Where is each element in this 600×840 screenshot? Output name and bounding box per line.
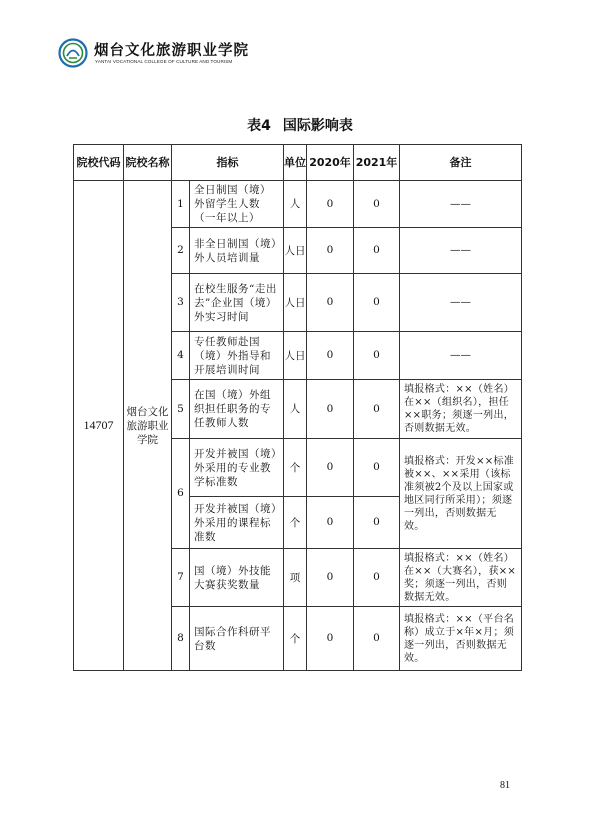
value-2020-cell: 0 bbox=[307, 274, 354, 332]
value-2021-cell: 0 bbox=[354, 181, 400, 228]
value-2021-cell: 0 bbox=[354, 497, 400, 549]
note-cell: 填报格式：开发××标准被××、××采用（该标准须被2个及以上国家或地区同行所采用）；须逐一列出，否则数据无效。 bbox=[400, 439, 522, 549]
unit-cell: 人 bbox=[284, 380, 307, 439]
value-2021-cell: 0 bbox=[354, 228, 400, 274]
note-cell: —— bbox=[400, 228, 522, 274]
header-note: 备注 bbox=[400, 145, 522, 181]
value-2020-cell: 0 bbox=[307, 181, 354, 228]
table-title-text: 国际影响表 bbox=[282, 118, 353, 134]
value-2020-cell: 0 bbox=[307, 497, 354, 549]
value-2020-cell: 0 bbox=[307, 549, 354, 607]
unit-cell: 个 bbox=[284, 497, 307, 549]
school-name-cell: 烟台文化旅游职业学院 bbox=[124, 181, 172, 671]
value-2021-cell: 0 bbox=[354, 274, 400, 332]
header-school-name: 院校名称 bbox=[124, 145, 172, 181]
college-name-cn: 烟台文化旅游职业学院 bbox=[94, 42, 249, 59]
row-number: 3 bbox=[172, 274, 190, 332]
row-number: 7 bbox=[172, 549, 190, 607]
indicator-cell: 国（境）外技能大赛获奖数量 bbox=[190, 549, 284, 607]
indicator-cell: 国际合作科研平台数 bbox=[190, 607, 284, 671]
value-2020-cell: 0 bbox=[307, 439, 354, 497]
value-2021-cell: 0 bbox=[354, 607, 400, 671]
table-header-row bbox=[74, 145, 522, 181]
header-unit: 单位 bbox=[284, 145, 307, 181]
page-number: 81 bbox=[500, 780, 510, 791]
value-2020-cell: 0 bbox=[307, 228, 354, 274]
unit-cell: 人日 bbox=[284, 274, 307, 332]
unit-cell: 项 bbox=[284, 549, 307, 607]
college-logo-icon bbox=[58, 38, 88, 68]
value-2021-cell: 0 bbox=[354, 380, 400, 439]
row-number: 5 bbox=[172, 380, 190, 439]
value-2020-cell: 0 bbox=[307, 607, 354, 671]
table-title bbox=[0, 115, 600, 135]
row-number: 6 bbox=[172, 439, 190, 549]
indicator-cell: 开发并被国（境）外采用的课程标准数 bbox=[190, 497, 284, 549]
note-cell: —— bbox=[400, 274, 522, 332]
unit-cell: 个 bbox=[284, 439, 307, 497]
header-2021: 2021年 bbox=[354, 145, 400, 181]
indicator-cell: 在校生服务“走出去”企业国（境）外实习时间 bbox=[190, 274, 284, 332]
unit-cell: 人日 bbox=[284, 228, 307, 274]
header-school-code: 院校代码 bbox=[74, 145, 124, 181]
table-row bbox=[74, 181, 522, 228]
indicator-cell: 非全日制国（境）外人员培训量 bbox=[190, 228, 284, 274]
note-cell: —— bbox=[400, 181, 522, 228]
row-number: 8 bbox=[172, 607, 190, 671]
note-cell: —— bbox=[400, 332, 522, 380]
note-cell: 填报格式：××（姓名）在××（大赛名），获××奖；须逐一列出，否则数据无效。 bbox=[400, 549, 522, 607]
row-number: 2 bbox=[172, 228, 190, 274]
row-number: 4 bbox=[172, 332, 190, 380]
header-2020: 2020年 bbox=[307, 145, 354, 181]
unit-cell: 人 bbox=[284, 181, 307, 228]
row-number: 1 bbox=[172, 181, 190, 228]
table-number: 表4 bbox=[247, 118, 271, 134]
note-cell: 填报格式：××（姓名）在××（组织名），担任××职务；须逐一列出，否则数据无效。 bbox=[400, 380, 522, 439]
page-header bbox=[58, 38, 258, 70]
unit-cell: 个 bbox=[284, 607, 307, 671]
value-2021-cell: 0 bbox=[354, 332, 400, 380]
unit-cell: 人日 bbox=[284, 332, 307, 380]
value-2021-cell: 0 bbox=[354, 439, 400, 497]
indicator-cell: 专任教师赴国（境）外指导和开展培训时间 bbox=[190, 332, 284, 380]
header-indicator: 指标 bbox=[172, 145, 284, 181]
value-2020-cell: 0 bbox=[307, 332, 354, 380]
note-cell: 填报格式：××（平台名称）成立于×年×月；须逐一列出，否则数据无效。 bbox=[400, 607, 522, 671]
indicator-cell: 在国（境）外组织担任职务的专任教师人数 bbox=[190, 380, 284, 439]
value-2020-cell: 0 bbox=[307, 380, 354, 439]
college-name-en: YANTAI VOCATIONAL COLLEGE OF CULTURE AND TOURISM bbox=[95, 59, 233, 64]
school-code-cell: 14707 bbox=[74, 181, 124, 671]
indicator-cell: 开发并被国（境）外采用的专业教学标准数 bbox=[190, 439, 284, 497]
value-2021-cell: 0 bbox=[354, 549, 400, 607]
indicator-cell: 全日制国（境）外留学生人数（一年以上） bbox=[190, 181, 284, 228]
international-influence-table bbox=[73, 144, 521, 662]
